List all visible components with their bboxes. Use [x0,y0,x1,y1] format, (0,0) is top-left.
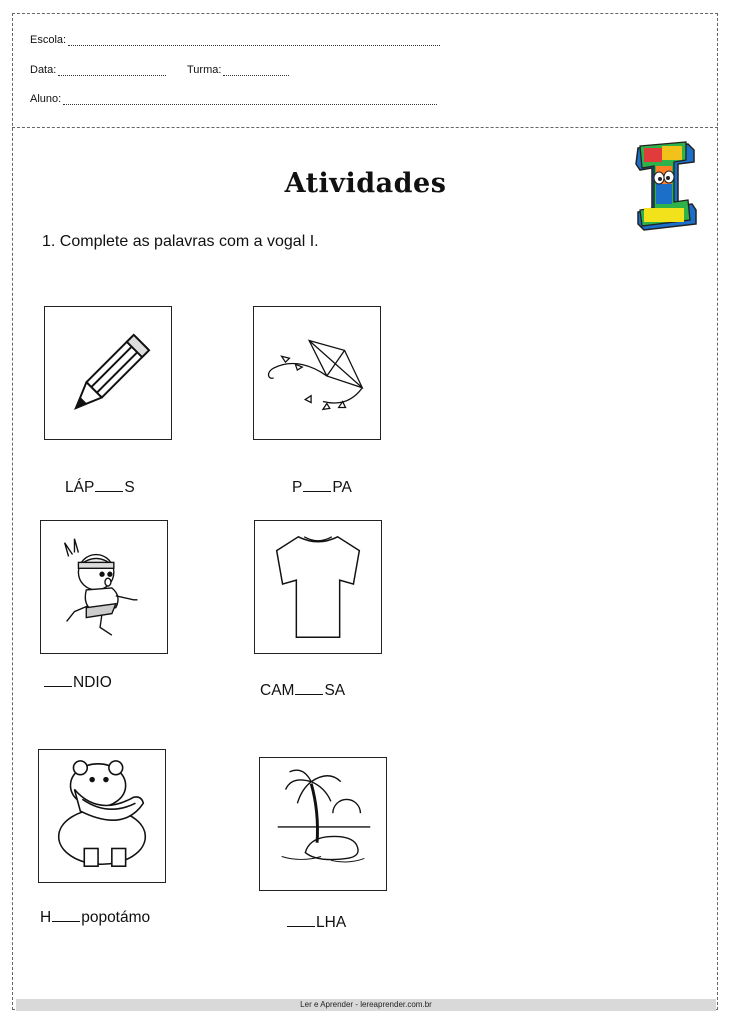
exercise-word-1: LÁP S [65,479,135,496]
student-label: Aluno: [30,93,62,105]
indigenous-child-image-box [40,520,168,654]
pencil-image-box [44,306,172,440]
answer-blank[interactable] [52,920,80,922]
answer-blank[interactable] [95,490,123,492]
class-field [187,64,289,76]
exercise-word-4: CAM SA [260,682,346,699]
answer-blank[interactable] [44,685,72,687]
header-separator [12,127,718,128]
pencil-icon [45,307,171,439]
letter-i-logo-icon [630,140,700,235]
exercise-word-5: H popotámo [40,909,151,926]
answer-blank[interactable] [295,693,323,695]
school-label: Escola: [30,34,67,46]
shirt-icon [255,521,381,653]
exercise-word-6: LHA [286,914,346,932]
indigenous-child-icon [41,521,167,653]
class-input-line[interactable] [223,66,289,76]
student-field [30,93,437,105]
school-input-line[interactable] [68,36,440,46]
kite-image-box [253,306,381,440]
shirt-image-box [254,520,382,654]
footer-credit: Ler e Aprender - lereaprender.com.br [16,999,716,1011]
island-icon [260,758,386,890]
exercise-word-3: NDIO [43,674,112,692]
hippopotamus-icon [39,750,165,882]
school-field [30,34,440,46]
hippopotamus-image-box [38,749,166,883]
class-label: Turma: [187,64,222,76]
date-field [30,64,166,76]
student-input-line[interactable] [63,95,437,105]
answer-blank[interactable] [303,490,331,492]
kite-icon [254,307,380,439]
island-image-box [259,757,387,891]
date-label: Data: [30,64,57,76]
exercise-word-2: P PA [292,479,352,496]
date-input-line[interactable] [58,66,166,76]
answer-blank[interactable] [287,925,315,927]
page-title: Atividades [284,168,447,199]
instruction-text: 1. Complete as palavras com a vogal I. [42,233,319,250]
